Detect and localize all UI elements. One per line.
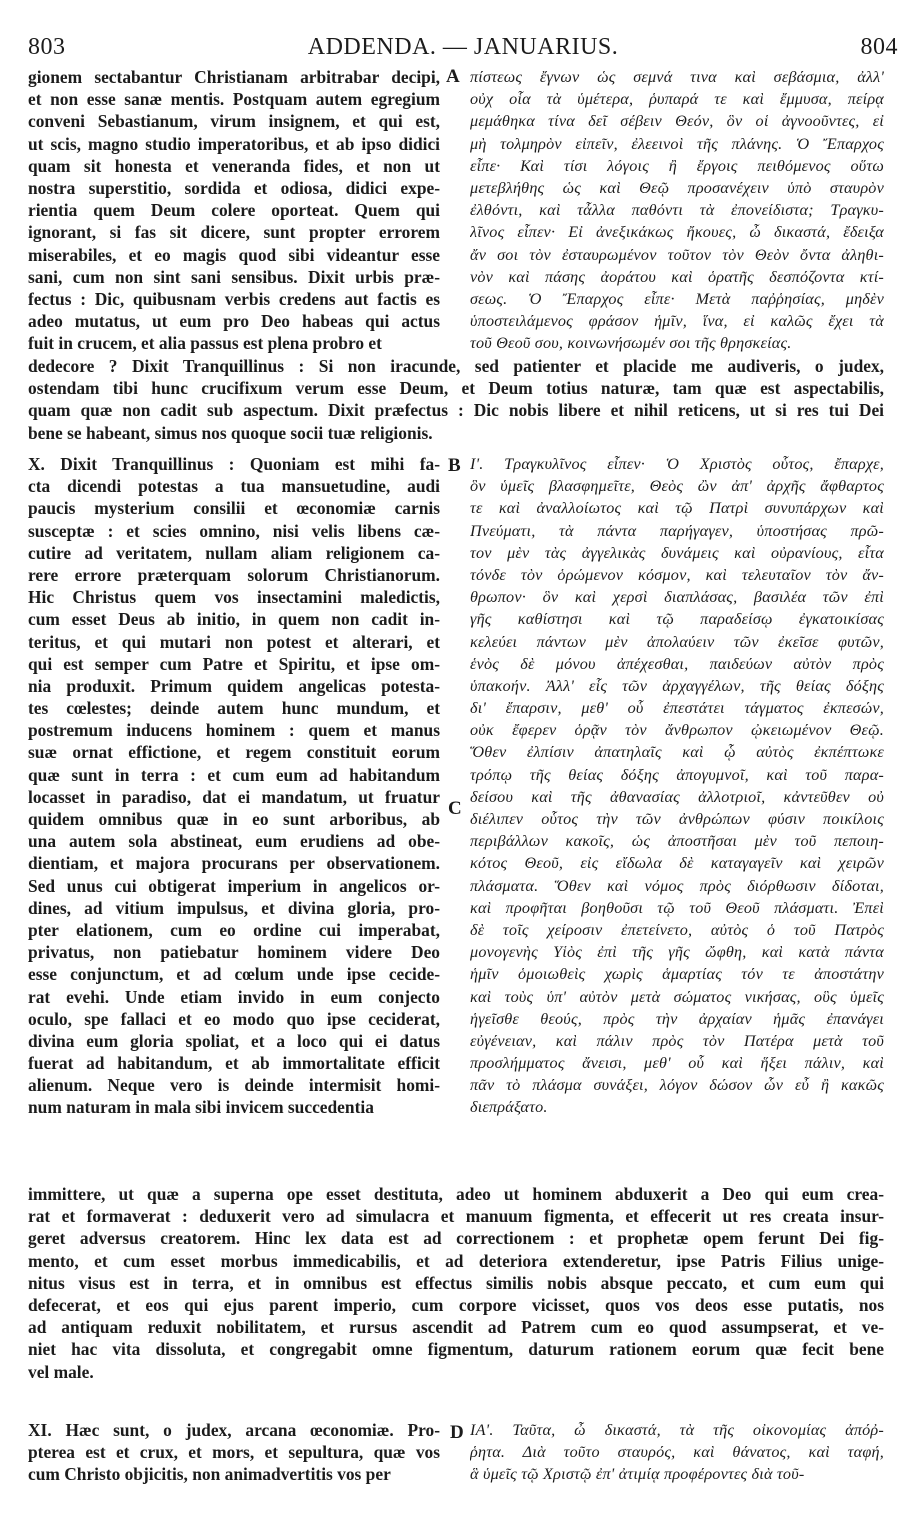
text-line: ἄν σοι τὸν ἐσταυρωμένον τοῦτον τὸν Θεὸν ὄντα ἀληθι- <box>470 245 884 264</box>
sec2-greek-column <box>470 453 884 1119</box>
text-line: ὑποστειλάμενος φράσον ἡμῖν, ἵνα, εἰ καλῶς ἔχει τὰ <box>470 312 884 331</box>
sec3-greek-column <box>470 1419 884 1486</box>
text-line: μονογενὴς Υἱὸς ἐπὶ τῆς γῆς ὤφθη, καὶ κατὰ πάντα <box>470 943 884 962</box>
text-line: rientia quem Deum colere oporteat. Quem qui <box>28 200 440 221</box>
page-number-left: 803 <box>28 34 66 60</box>
text-line: cta dicendi potestas a tua mansuetudine, audi <box>28 476 440 497</box>
text-line: οὐχ οἷα τὰ ὑμέτερα, ῥυπαρά τε καὶ ἔμμυσα, πείρᾳ <box>470 90 884 109</box>
text-line: ἑνὸς δὲ μόνου ἀπέχεσθαι, παιδεύων αὐτὸν πρὸς <box>470 654 884 673</box>
text-line: niet hac vita dissoluta, et congregabit omne figmentum, daturum rationem eorum quæ fecit bene <box>28 1339 884 1360</box>
text-line: quæ sunt in terra : et cum eum ad habitandum <box>28 764 440 785</box>
text-line: γῆς καθίστησι καὶ τῷ παραδείσῳ ἐγκατοικίσας <box>470 610 884 629</box>
text-line: suæ ornat effictione, et regem constituit eorum <box>28 742 440 763</box>
text-line: XI. Hæc sunt, o judex, arcana œconomiæ. Pro- <box>28 1420 440 1440</box>
sec2-latin-column <box>28 453 440 1119</box>
text-line: οὐκ ἔφερεν ὁρᾷν τὸν ἄνθρωπον ᾠκειωμένον Θεῷ. <box>470 721 884 740</box>
text-line: geret adversus creatorem. Hinc lex data est ad correctionem : et prophetæ opem ferunt Dei fig- <box>28 1228 884 1249</box>
text-line: ostendam tibi hunc crucifixum verum esse Deum, et Deum totius naturæ, tam quæ est aspectabilis, <box>28 378 884 399</box>
text-line: una autem sola abstineat, eum erudiens ad obe- <box>28 831 440 852</box>
text-line: qui est semper cum Patre et Spiritu, et ipse om- <box>28 653 440 674</box>
text-line: ἐλθόντι, καὶ τἆλλα παθόντι τὰ ἐπονείδιστα; Τραγκυ- <box>470 201 884 220</box>
text-line: Ὅθεν ἐλπίσιν ἀπατηλαῖς καὶ ᾧ αὐτὸς ἐκπέπτωκε <box>470 743 884 762</box>
text-line: nitus visus est in terra, et in omnibus est effectus similis nobis absque peccato, et cum eum qui <box>28 1272 884 1293</box>
text-line: ἡγεῖσθε θεούς, πρὸς τὴν ἀρχαίαν ἡμᾶς ἐπανάγει <box>470 1009 884 1028</box>
text-line: nia produxit. Primum quidem angelicas potesta- <box>28 675 440 696</box>
text-line: ΙΑ'. Ταῦτα, ὦ δικαστά, τὰ τῆς οἰκονομίας ἀπόῤ- <box>470 1421 884 1439</box>
text-line: τόνδε τὸν ὁρώμενον κόσμον, καὶ τελευταῖον τὸν ἄν- <box>470 565 884 584</box>
text-line: quidem omnibus quæ in eo sunt arboribus, ab <box>28 809 440 829</box>
sec3-latin-column <box>28 1419 440 1486</box>
text-line: ὃν ὑμεῖς βλασφημεῖτε, Θεὸς ὢν ἀπ' ἀρχῆς ἄφθαρτος <box>470 477 884 496</box>
column-marker-c: C <box>448 798 462 819</box>
text-line: pterea est et crux, et mors, et sepultura, quæ vos <box>28 1442 440 1463</box>
text-line: κελεύει πάντων μὲν ἀπολαύειν τῶν ἐκεῖσε φυτῶν, <box>470 632 884 651</box>
text-line: conveni Sebastianum, virum insignem, et qui est, <box>28 111 440 132</box>
text-line: πλάσματα. Ὅθεν καὶ νόμος πρὸς διόρθωσιν δίδοται, <box>470 876 884 895</box>
column-marker-b: B <box>448 455 461 476</box>
text-line: ἡμῖν ὁμοιωθεὶς χωρὶς ἁμαρτίας τόν τε ἀποστάτην <box>470 965 884 984</box>
text-line: fectus : Dic, quibusnam verbis credens aut factis es <box>28 288 440 309</box>
text-line: miserabiles, et eo magis quod sibi videantur esse <box>28 244 440 265</box>
text-line: cum esset Deus ab initio, in quem non cadit in- <box>28 609 440 630</box>
text-line: ἃ ὑμεῖς τῷ Χριστῷ ἐπ' ἀτιμίᾳ προφέροντες διὰ τοῦ- <box>470 1465 805 1484</box>
text-line: διέλιπεν οὗτος τὴν τῶν ἀνθρώπων φύσιν ποικίλοις <box>470 810 884 828</box>
text-line: εἶπε· Καὶ τίσι λόγοις ἢ ἔργοις πειθόμενος οὕτω <box>470 156 884 175</box>
text-line: μεμάθηκα τίνα δεῖ σέβειν Θεόν, ὃν οἱ ἀγνοοῦντες, εἰ <box>470 112 884 131</box>
sec1-latin-column <box>28 66 440 354</box>
text-line: bene se habeant, simus nos quoque socii tuæ religionis. <box>28 422 433 443</box>
text-line: ὑπακοήν. Ἀλλ' εἷς τῶν ἀρχαγγέλων, τῆς θείας δόξης <box>470 676 884 695</box>
text-line: dedecore ? Dixit Tranquillinus : Si non iracunde, sed patienter et placide me audiveris, o judex, <box>28 356 884 376</box>
text-line: περιβάλλων κακοῖς, ὡς ἀποστῆσαι μὲν τοῦ πεποιη- <box>470 832 884 851</box>
text-line: susceptæ : et scies omnino, nisi velis libens cæ- <box>28 520 440 541</box>
text-line: Ι'. Τραγκυλῖνος εἶπεν· Ὁ Χριστὸς οὗτος, ἔπαρχε, <box>470 455 884 473</box>
text-line: adeo mutatus, ut eum pro Deo habeas qui actus <box>28 311 440 332</box>
text-line: πίστεως ἔγνων ὡς σεμνά τινα καὶ σεβάσμια, ἀλλ' <box>470 68 884 86</box>
text-line: num naturam in mala sibi invicem succedentia <box>28 1097 374 1118</box>
text-line: immittere, ut quæ a superna ope esset destituta, adeo ut hominem abduxerit a Deo qui eum crea- <box>28 1184 884 1204</box>
text-line: δείσου καὶ τῆς ἀθανασίας ἀλλοτριοῖ, κἀντεῦθεν οὐ <box>470 787 884 806</box>
text-line: προσλήμματος ἄνεισι, μεθ' οὗ καὶ ἥξει πάλιν, καὶ <box>470 1054 884 1073</box>
text-line: tes cœlestes; deinde autem hunc mundum, et <box>28 698 440 719</box>
text-line: sani, cum non sint sani sensibus. Dixit urbis præ- <box>28 266 440 287</box>
text-line: ῥητα. Διὰ τοῦτο σταυρός, καὶ θάνατος, καὶ ταφή, <box>470 1443 884 1462</box>
text-line: νὸν καὶ πάσης ἀοράτου καὶ ὁρατῆς δεσπόζοντα κτί- <box>470 267 884 286</box>
text-line: mento, et cum esset morbus immedicabilis, et ad deteriora extenderetur, ipse Patris Filius unige- <box>28 1250 884 1271</box>
text-line: καὶ προφῆται βοηθοῦσι τῷ τοῦ Θεοῦ πλάσματι. Ἐπεὶ <box>470 898 884 917</box>
text-line: divina eum gloria spoliat, et a loco qui ei datus <box>28 1030 440 1051</box>
text-line: λῖνος εἶπεν· Εἰ ἀνεξικάκως ἤκουες, ὦ δικαστά, ἔδειξα <box>470 223 884 242</box>
text-line: vel male. <box>28 1361 94 1382</box>
sec1-greek-column <box>470 66 884 354</box>
text-line: dientiam, et majora procurans per observationem. <box>28 853 440 874</box>
text-line: privatus, non patiebatur hominem videre Deo <box>28 942 440 963</box>
text-line: rat et formaverat : deduxerit vero ad simulacra et manuum figmenta, et effecerit ut res creata insur- <box>28 1206 884 1227</box>
text-line: τε καὶ ἀναλλοίωτος καὶ τῷ Πατρὶ συνυπάρχων καὶ <box>470 499 884 518</box>
text-line: locasset in paradiso, dat ei mandatum, ut fruatur <box>28 786 440 807</box>
column-marker-a: A <box>446 66 460 87</box>
text-line: Sed unus cui obtigerat imperium in angelicos or- <box>28 875 440 896</box>
text-line: X. Dixit Tranquillinus : Quoniam est mihi fa- <box>28 454 440 474</box>
text-line: τον μὲν τὰς ἀγγελικὰς δυνάμεις καὶ οὐρανίους, εἶτα <box>470 543 884 562</box>
text-line: fuit in crucem, et alia passus est plena probro et <box>28 333 382 354</box>
text-line: διεπράξατο. <box>470 1098 548 1117</box>
text-line: θρωπον· ὃν καὶ χερσὶ διαπλάσας, βασιλέα τῶν ἐπὶ <box>470 588 884 607</box>
text-line: teritus, et qui mutari non potest et alterari, et <box>28 631 440 652</box>
text-line: cutire ad veritatem, nullam aliam religionem ca- <box>28 542 440 563</box>
text-line: esse conjunctum, et ad cœlum unde ipse cecide- <box>28 964 440 985</box>
text-line: σεως. Ὁ Ἔπαρχος εἶπε· Μετὰ παῤῥησίας, μηδὲν <box>470 289 884 308</box>
text-line: alienum. Neque vero is deinde intermisit homi- <box>28 1075 440 1096</box>
text-line: dines, ad vitium impulsus, et divina gloria, pro- <box>28 897 440 918</box>
text-line: μετεβλήθης ὡς καὶ Θεῷ προσανέχειν ὑπὸ σταυρὸν <box>470 178 884 197</box>
text-line: et non esse sanæ mentis. Postquam autem egregium <box>28 89 440 110</box>
text-line: μὴ τολμηρὸν εἰπεῖν, ἐλεεινοὶ τῆς πλάνης. Ὁ Ἔπαρχος <box>470 134 884 153</box>
text-line: ignorant, si fas sit dicere, sunt propter errorem <box>28 222 440 243</box>
running-title: ADDENDA. — JANUARIUS. <box>307 34 619 60</box>
text-line: τρόπῳ τῆς θείας δόξης ἀπογυμνοῖ, καὶ τοῦ παρα- <box>470 765 884 784</box>
page-number-right: 804 <box>860 34 898 60</box>
text-line: paucis mysterium consilii et œconomiæ carnis <box>28 498 440 519</box>
full-width-text-1 <box>28 355 884 444</box>
text-line: pter elationem, cum eo ordine cui imperabat, <box>28 919 440 940</box>
text-line: ad antiquam reduxit nobilitatem, et rursus ascendit ad Patrem cum eo quod assumpserat, et ve- <box>28 1317 884 1338</box>
text-line: oculo, spe fallaci et eo modo quo ipse ceciderat, <box>28 1008 440 1029</box>
text-line: δι' ἔπαρσιν, μεθ' οὗ ἐπεστάτει τάγματος ἐκπεσών, <box>470 699 884 718</box>
text-line: postremum inducens hominem : quem et manus <box>28 720 440 741</box>
text-line: πᾶν τὸ πλάσμα συνάξει, λόγον δώσον ὧν εὖ ἢ κακῶς <box>470 1076 884 1095</box>
column-marker-d: D <box>450 1422 464 1443</box>
text-line: cum Christo objicitis, non animadvertitis vos per <box>28 1464 391 1485</box>
text-line: ut scis, magno studio imperatoribus, et ab ipso didici <box>28 133 440 154</box>
text-line: κότος Θεοῦ, εἰς εἴδωλα δὲ καταγαγεῖν καὶ χειρῶν <box>470 854 884 873</box>
running-header <box>28 34 898 64</box>
text-line: gionem sectabantur Christianam arbitrabar decipi, <box>28 67 440 87</box>
text-line: nostra superstitio, sordida et odiosa, didici expe- <box>28 177 440 198</box>
text-line: rere errore præterquam solorum Christianorum. <box>28 564 440 585</box>
text-line: rat evehi. Unde etiam invido in eum conjecto <box>28 986 440 1007</box>
text-line: εὐγένειαν, καὶ πάλιν πρὸς τὸν Πατέρα μετὰ τοῦ <box>470 1031 884 1050</box>
text-line: Πνεύματι, τὰ πάντα παρήγαγεν, ὑποστήσας πρῶ- <box>470 521 884 540</box>
text-line: quam sit honesta et veneranda fides, et non ut <box>28 155 440 176</box>
text-line: δὲ τοῖς χείροσιν ἐπετείνετο, αὐτὸς ὁ τοῦ Πατρὸς <box>470 920 884 939</box>
text-line: defecerat, et eos qui ejus parent imperio, cum corpore vicisset, quos vos deos esse putatis, nos <box>28 1294 884 1315</box>
text-line: καὶ τοὺς ὑπ' αὐτὸν μετὰ σώματος νικήσας, οὓς ὑμεῖς <box>470 987 884 1006</box>
full-width-text-2 <box>28 1183 884 1383</box>
text-line: τοῦ Θεοῦ σου, κοινωνήσωμέν σοι τῆς θρησκείας. <box>470 334 792 353</box>
text-line: fuerat ad habitandum, et ab immortalitate efficit <box>28 1053 440 1074</box>
text-line: Hic Christus quem vos insectamini maledictis, <box>28 587 440 608</box>
text-line: quam quæ non cadit sub aspectum. Dixit præfectus : Dic nobis libere et nihil reticens, ut si res tui Dei <box>28 400 884 421</box>
